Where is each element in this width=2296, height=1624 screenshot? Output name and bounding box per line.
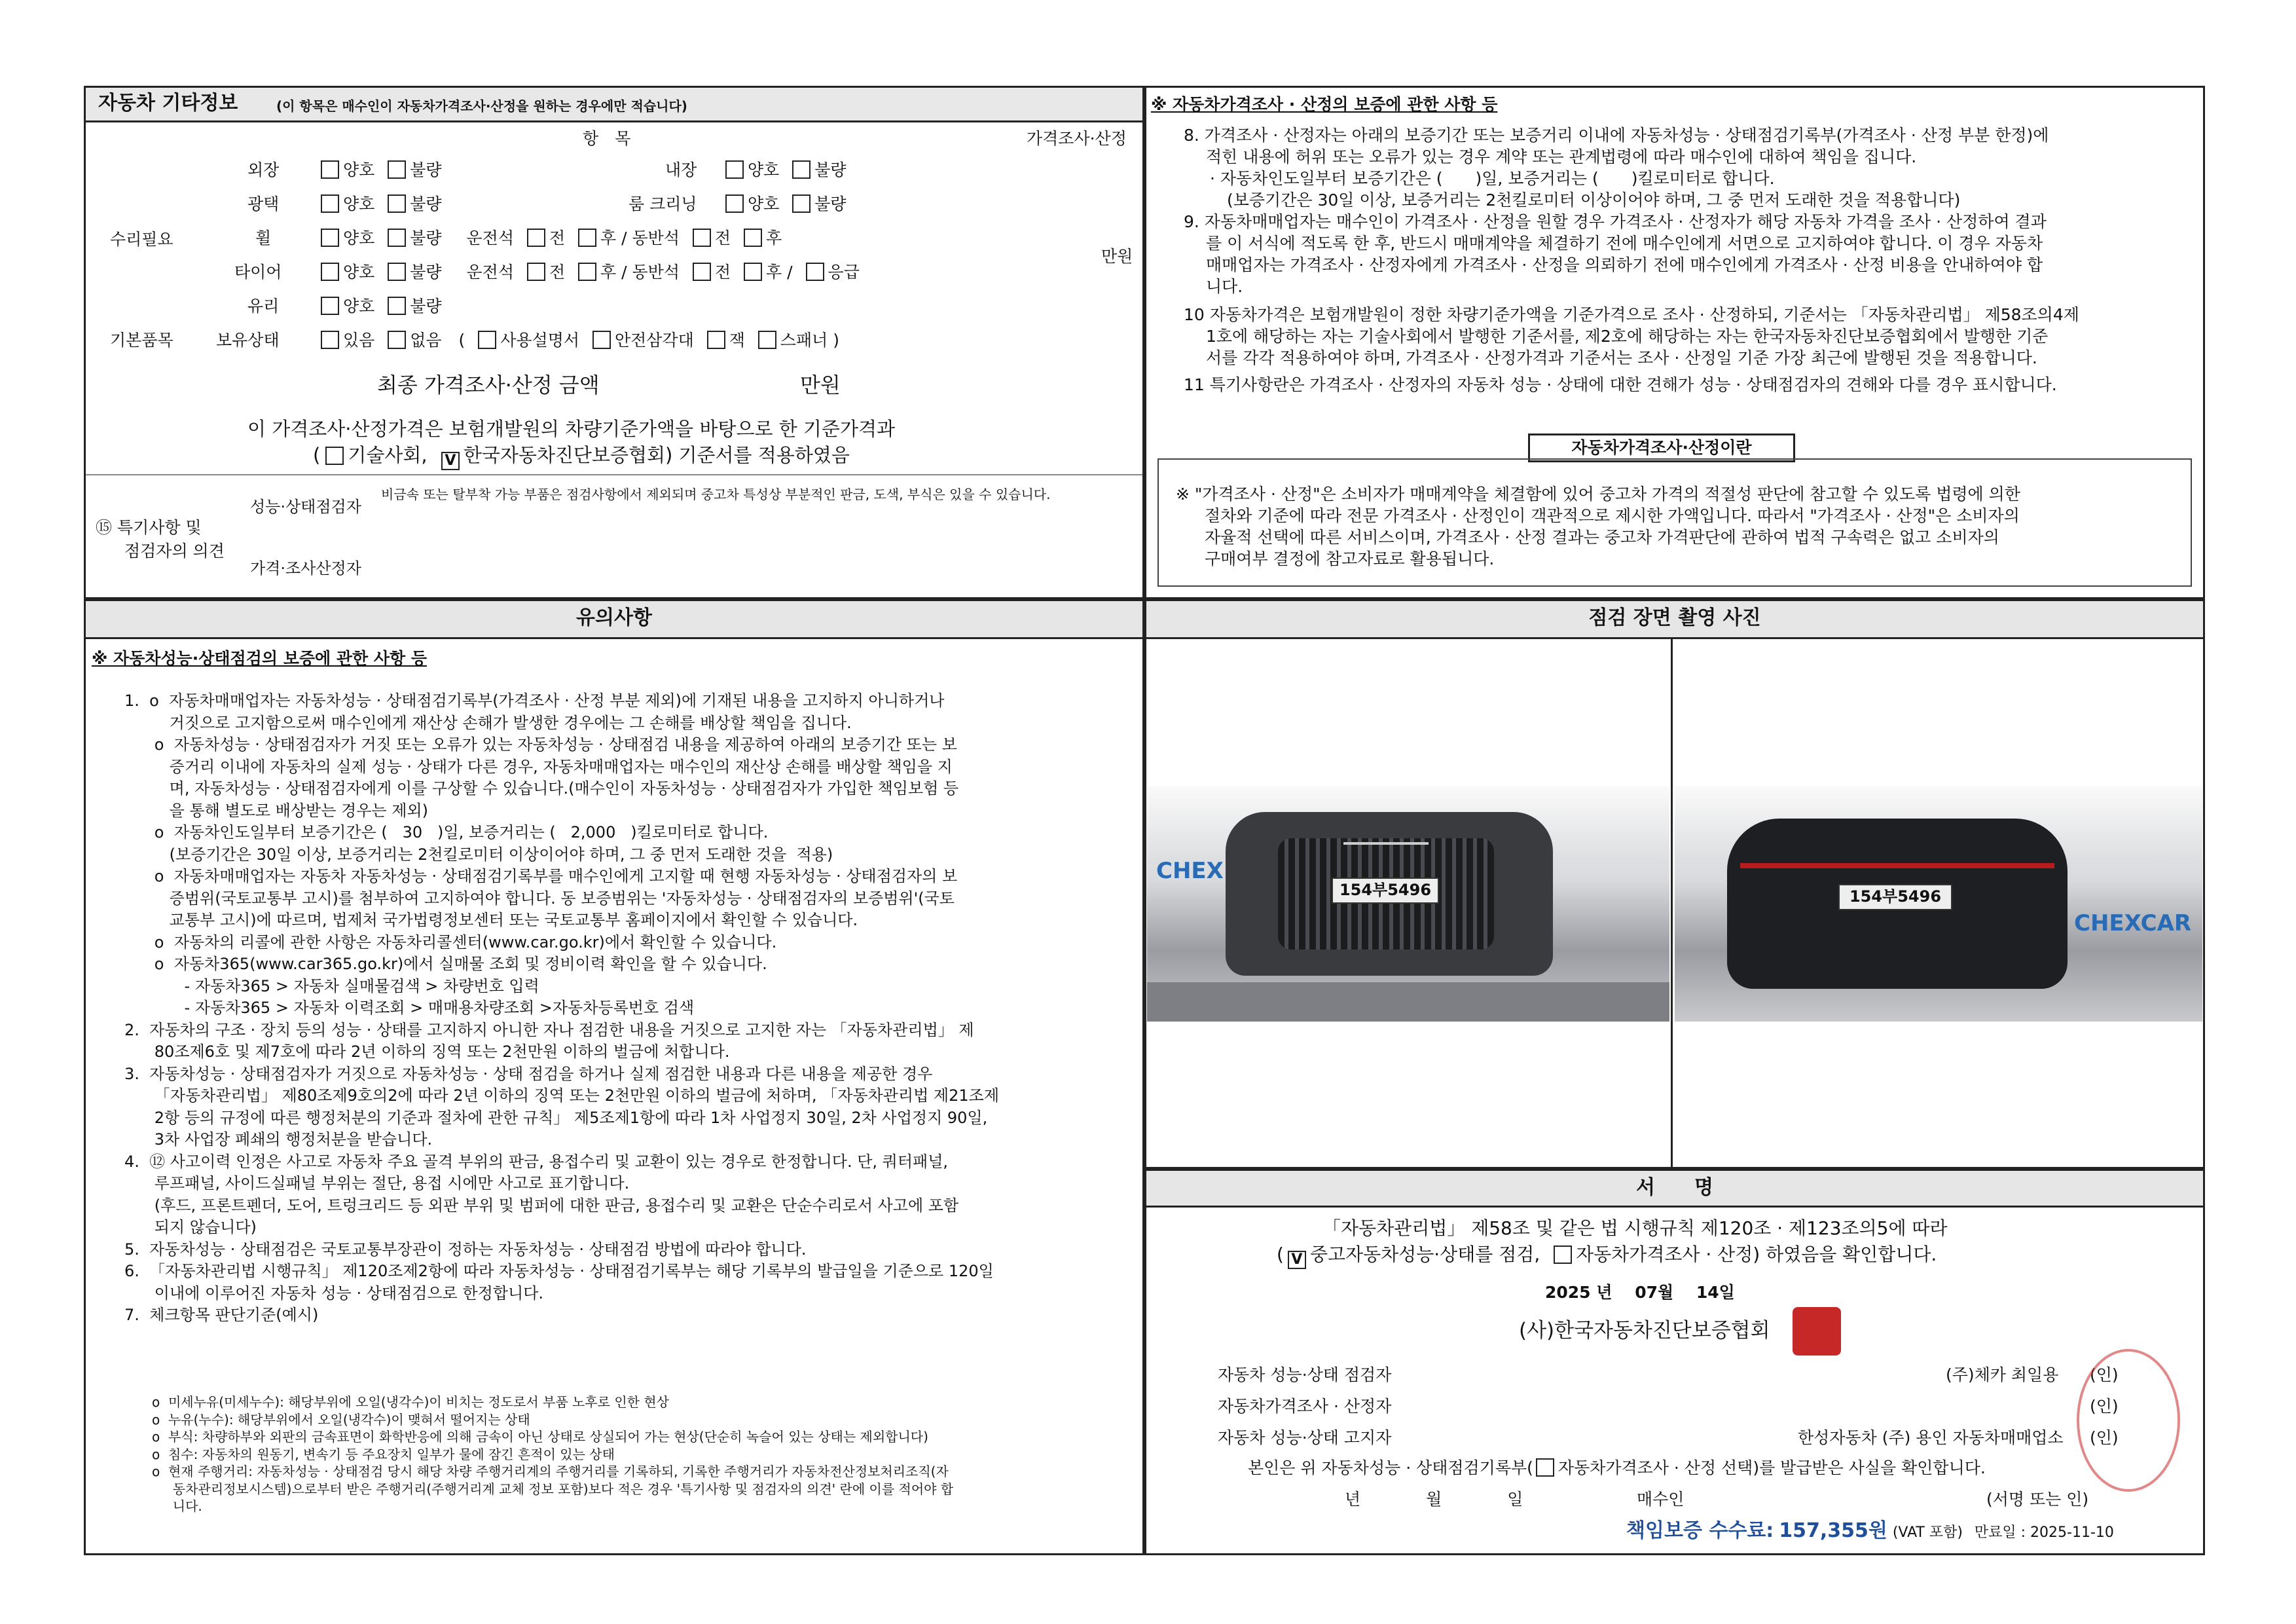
notes-body	[124, 690, 1133, 1327]
final-price-unit: 만원	[800, 373, 841, 397]
final-price-label: 최종 가격조사·산정 금액	[377, 373, 600, 397]
criteria-line: ο 누유(누수): 해당부위에서 오일(냉각수)이 맺혀서 떨어지는 상태	[152, 1411, 530, 1428]
exterior-options: 양호 불량	[313, 160, 442, 181]
item-11: 11 특기사항란은 가격조사 · 산정자의 자동차 성능 · 상태에 대한 견해가 성능 · 상태점검자의 견해와 다를 경우 표시합니다.	[1184, 375, 2057, 394]
criteria-line: ο 침수: 자동차의 원동기, 변속기 등 주요장치 일부가 물에 잠긴 흔적이 있는 상태	[152, 1446, 615, 1462]
tire-emergency-checkbox[interactable]	[806, 263, 824, 281]
item-10-line-3: 서를 각각 적용하여야 하며, 가격조사 · 산정가격과 기준서는 조사 · 산정일 기준 가장 최근에 발행된 것을 적용합니다.	[1206, 348, 2037, 367]
tire-driver-front-checkbox[interactable]	[527, 263, 545, 281]
basis-line-1: 이 가격조사·산정가격은 보험개발원의 차량기준가액을 바탕으로 한 기준가격과	[247, 418, 895, 440]
note-line: 「자동차관리법」 제80조제9호의2에 따라 2년 이하의 징역 또는 2천만원 이하의 벌금에 처하며, 「자동차관리법 제21조제	[124, 1086, 1000, 1105]
notes-header: 유의사항	[86, 601, 1142, 639]
photos-divider	[1671, 639, 1673, 1167]
receipt-price-checkbox[interactable]	[1536, 1458, 1554, 1477]
note-line: ο 자동차의 리콜에 관한 사항은 자동차리콜센터(www.car.go.kr)에서 확인할 수 있습니다.	[124, 932, 777, 951]
note-line: ο 자동차인도일부터 보증기간은 ( 30 )일, 보증거리는 ( 2,000 )킬로미터로 합니다.	[124, 823, 769, 841]
note-line: ο 자동차매매업자는 자동차 자동차성능 · 상태점검기록부를 매수인에게 고지할 때 현행 자동차성능 · 상태점검자의 보	[124, 867, 958, 885]
wheel-driver-front-checkbox[interactable]	[527, 229, 545, 247]
price-guarantee-title: ※ 자동차가격조사 · 산정의 보증에 관한 사항 등	[1151, 95, 1498, 114]
signature-header: 서 명	[1146, 1171, 2203, 1208]
inspection-checkbox[interactable]: V	[1288, 1251, 1306, 1269]
appraiser-label: 가격·조사산정자	[250, 559, 361, 578]
column-price-header: 가격조사·산정	[1027, 129, 1127, 148]
room-cleaning-bad-checkbox[interactable]	[792, 194, 811, 213]
note-line: - 자동차365 > 자동차 실매물검색 > 차량번호 입력	[124, 976, 539, 995]
notifier-seal: (인)	[2090, 1428, 2119, 1447]
interior-options: 양호 불량	[718, 160, 847, 181]
note-line: - 자동차365 > 자동차 이력조회 > 매매용차량조회 >자동차등록번호 검색	[124, 999, 695, 1017]
association-name: (사)한국자동차진단보증협회	[1519, 1319, 1770, 1342]
interior-label: 내장	[665, 160, 697, 179]
appraiser-sign-label: 자동차가격조사 · 산정자	[1218, 1397, 1392, 1416]
buyer-signature-field[interactable]: (서명 또는 인)	[1986, 1490, 2089, 1509]
note-line: 2. 자동차의 구조 · 장치 등의 성능 · 상태를 고지하지 아니한 자나 점검한 내용을 거짓으로 고지한 자는 「자동차관리법」 제	[124, 1020, 974, 1039]
lift	[1147, 982, 1669, 1022]
gloss-bad-checkbox[interactable]	[388, 194, 406, 213]
notes-criteria	[152, 1393, 1134, 1515]
criteria-line: ο 부식: 차량하부와 외판의 금속표면이 화학반응에 의해 금속이 아닌 상태로 상실되어 가는 현상(단순히 녹슬어 있는 상태는 제외합니다)	[152, 1429, 928, 1445]
buyer-date-line: 년 월 일	[1345, 1490, 1523, 1509]
inspector-sign-name: (주)체카 최일용	[1946, 1365, 2059, 1384]
interior-good-checkbox[interactable]	[725, 160, 744, 179]
front-vehicle-photo	[1147, 786, 1669, 1022]
notes-title: ※ 자동차성능·상태점검의 보증에 관한 사항 등	[92, 649, 428, 668]
note-line: 루프패널, 사이드실패널 부위는 절단, 용접 시에만 사고로 표기합니다.	[124, 1174, 630, 1192]
criteria-line: 니다.	[152, 1498, 202, 1514]
note-line: 이내에 이루어진 자동차 성능 · 상태점검으로 한정합니다.	[124, 1283, 544, 1302]
special-notes-label-2: 점검자의 의견	[124, 542, 225, 561]
note-line: 5. 자동차성능 · 상태점검은 국토교통부장관이 정하는 자동차성능 · 상태점검 방법에 따라야 합니다.	[124, 1240, 807, 1259]
item-9-line-4: 니다.	[1206, 277, 1243, 296]
inspection-date: 2025 년 07월 14일	[1545, 1283, 1735, 1302]
definition-text: ※ "가격조사 · 산정"은 소비자가 매매계약을 체결함에 있어 중고차 가격의 적절성 판단에 참고할 수 있도록 법령에 의한 절차와 기준에 따라 전문 가격조사 · 산정인이 객관적으로 제시한 가액입니다. 따라서 "가격조사 · 산정"은 소비자의 자율적 선택에 따른 서비스이며, 가격조사 · 산정 결과는 중고차 가격판단에 관하여 법적 구속력은 없고 소비자의 구매여부 결정에 참고자료로 활용됩니다.	[1176, 485, 2020, 568]
tail-light	[1740, 863, 2054, 868]
wheel-passenger-rear-checkbox[interactable]	[744, 229, 762, 247]
item-9-line-3: 매매업자는 가격조사 · 산정자에게 가격조사 · 산정을 의뢰하기 전에 매수인에게 가격조사 · 산정 비용을 안내하여야 합	[1206, 255, 2043, 274]
note-line: (보증기간은 30일 이상, 보증거리는 2천킬로미터 이상이어야 하며, 그 중 먼저 도래한 것을 적용)	[124, 845, 833, 864]
note-line: 교통부 고시)에 따르며, 법제처 국가법령정보센터 또는 국토교통부 홈페이지에서 확인할 수 있습니다.	[124, 911, 858, 929]
chexcar-logo: CHEXCAR	[2074, 910, 2192, 936]
rear-vehicle-photo	[1675, 786, 2202, 1022]
special-note-text: 비금속 또는 탈부착 가능 부품은 점검사항에서 제외되며 중고차 특성상 부분적인 판금, 도색, 부식은 있을 수 있습니다.	[381, 487, 1051, 502]
note-line: 을 통해 별도로 배상받는 경우는 제외)	[124, 801, 428, 820]
column-item-header: 항 목	[583, 129, 631, 148]
note-line: 4. ⑫ 사고이력 인정은 사고로 자동차 주요 골격 부위의 판금, 용접수리 및 교환이 있는 경우로 한정합니다. 단, 쿼터패널,	[124, 1152, 949, 1171]
section-title: 자동차 기타정보	[98, 92, 238, 115]
inspector-seal: (인)	[2090, 1365, 2119, 1384]
exterior-label: 외장	[247, 160, 280, 179]
tire-passenger-front-checkbox[interactable]	[693, 263, 711, 281]
note-line: 2항 등의 규정에 따른 행정처분의 기준과 절차에 관한 규칙」 제5조제1항에 따라 1차 사업정지 30일, 2차 사업정지 90일,	[124, 1108, 988, 1127]
item-8-line-1: 8. 가격조사 · 산정자는 아래의 보증기간 또는 보증거리 이내에 자동차성능 · 상태점검기록부(가격조사 · 산정 부분 한정)에	[1184, 126, 2049, 145]
item-10-line-2: 1호에 해당하는 자는 기술사회에서 발행한 기준서를, 제2호에 해당하는 자는 한국자동차진단보증협회에서 발행한 기준	[1206, 327, 2049, 346]
note-line: ο 자동차성능 · 상태점검자가 거짓 또는 오류가 있는 자동차성능 · 상태점검 내용을 제공하여 아래의 보증기간 또는 보	[124, 735, 957, 754]
tech-society-checkbox[interactable]	[325, 447, 344, 465]
note-line: (후드, 프론트펜더, 도어, 트렁크리드 등 외판 부위 및 범퍼에 대한 판금, 용접수리 및 교환은 단순수리로서 사고에 포함	[124, 1196, 959, 1215]
glass-bad-checkbox[interactable]	[388, 297, 406, 315]
wheel-label: 휠	[255, 229, 272, 248]
photos-header: 점검 장면 촬영 사진	[1146, 601, 2203, 639]
glass-good-checkbox[interactable]	[321, 297, 339, 315]
holding-status-options: 있음 없음 ( 사용설명서 안전삼각대 잭 스패너 )	[313, 330, 839, 351]
exterior-good-checkbox[interactable]	[321, 160, 339, 179]
none-checkbox[interactable]	[388, 331, 406, 349]
price-unit-manwon: 만원	[1101, 247, 1133, 266]
gloss-options: 양호 불량	[313, 194, 442, 215]
appraiser-seal: (인)	[2090, 1397, 2119, 1416]
note-line: 증거리 이내에 자동차의 실제 성능 · 상태가 다른 경우, 자동차매매업자는 매수인의 재산상 손해를 배상할 책임을 지	[124, 757, 953, 776]
note-line: 증범위(국토교통부 고시)를 첨부하여 고지하여야 합니다. 동 보증범위는 '자동차성능 · 상태점검자의 보증범위'(국토	[124, 889, 955, 908]
inspector-sign-label: 자동차 성능·상태 점검자	[1218, 1365, 1392, 1384]
repair-needed-label: 수리필요	[110, 230, 173, 249]
spanner-checkbox[interactable]	[758, 331, 776, 349]
notifier-sign-name: 한성자동차 (주) 용인 자동차매매업소	[1798, 1428, 2064, 1447]
holding-status-label: 보유상태	[216, 331, 280, 350]
glass-options: 양호 불량	[313, 296, 442, 317]
receipt-confirmation: 본인은 위 자동차성능 · 상태점검기록부( 자동차가격조사 · 산정 선택)를 발급받은 사실을 확인합니다.	[1248, 1458, 1986, 1477]
exterior-bad-checkbox[interactable]	[388, 160, 406, 179]
audi-rings-icon	[1343, 842, 1429, 864]
glass-label: 유리	[247, 297, 280, 316]
tire-bad-checkbox[interactable]	[388, 263, 406, 281]
front-plate: 154부5496	[1332, 877, 1439, 904]
tire-driver-rear-checkbox[interactable]	[578, 263, 596, 281]
chex-logo: CHEX	[1156, 858, 1224, 884]
triangle-checkbox[interactable]	[592, 331, 611, 349]
basic-items-label: 기본품목	[110, 331, 173, 350]
item-9-line-2: 를 이 서식에 적도록 한 후, 반드시 매매계약을 체결하기 전에 매수인에게 서면으로 고지하여야 합니다. 이 경우 자동차	[1206, 234, 2043, 253]
guarantee-fee	[1626, 1521, 2114, 1543]
note-line: 80조제6호 및 제7호에 따라 2년 이하의 징역 또는 2천만원 이하의 벌금에 처합니다.	[124, 1043, 730, 1061]
tire-passenger-rear-checkbox[interactable]	[744, 263, 762, 281]
kaiia-checkbox[interactable]: V	[441, 452, 460, 470]
special-notes-label-1: ⑮ 특기사항 및	[96, 518, 202, 537]
note-line: 거짓으로 고지함으로써 매수인에게 재산상 손해가 발생한 경우에는 그 손해를 배상할 책임을 집니다.	[124, 713, 852, 732]
note-line: ο 자동차365(www.car365.go.kr)에서 실매물 조회 및 정비이력 확인을 할 수 있습니다.	[124, 955, 767, 973]
item-9-line-1: 9. 자동차매매업자는 매수인이 가격조사 · 산정을 원할 경우 가격조사 · 산정자가 해당 자동차 가격을 조사 · 산정하여 결과	[1184, 212, 2047, 231]
item-10-line-1: 10 자동차가격은 보험개발원이 정한 차량기준가액을 기준가격으로 조사 · 산정하되, 기준서는 「자동차관리법」 제58조의4제	[1184, 305, 2079, 324]
price-guarantee-items	[1184, 124, 2192, 396]
have-checkbox[interactable]	[321, 331, 339, 349]
wheel-good-checkbox[interactable]	[321, 229, 339, 247]
tire-good-checkbox[interactable]	[321, 263, 339, 281]
room-cleaning-good-checkbox[interactable]	[725, 194, 744, 213]
confirmation-line: ( V 중고자동차성능·상태를 점검, 자동차가격조사 · 산정) 하였음을 확인합니다.	[1277, 1244, 1937, 1268]
item-8-line-2: 적힌 내용에 허위 또는 오류가 있는 경우 계약 또는 관계법령에 따라 매수인에 대하여 책임을 집니다.	[1206, 147, 1917, 166]
room-cleaning-options: 양호 불량	[718, 194, 847, 215]
legal-basis-line: 「자동차관리법」 제58조 및 같은 법 시행규칙 제120조 · 제123조의5에 따라	[1322, 1217, 1948, 1239]
buyer-label: 매수인	[1637, 1490, 1685, 1509]
gloss-good-checkbox[interactable]	[321, 194, 339, 213]
note-line: 3차 사업장 폐쇄의 행정처분을 받습니다.	[124, 1130, 433, 1149]
criteria-line: 동차관리정보시스템)으로부터 받은 주행거리(주행거리계 교체 정보 포함)보다 적은 경우 '특기사항 및 점검자의 의견' 란에 이를 적어야 합	[152, 1481, 954, 1497]
vat-note: (VAT 포함)	[1892, 1524, 1963, 1541]
association-seal-icon	[1793, 1307, 1841, 1356]
dealer-seal-icon	[2077, 1349, 2180, 1492]
inspector-label: 성능·상태점검자	[250, 498, 361, 516]
note-line: 6. 「자동차관리법 시행규칙」 제120조제2항에 따라 자동차성능 · 상태점검기록부는 해당 기록부의 발급일을 기준으로 120일	[124, 1262, 994, 1280]
gloss-label: 광택	[247, 194, 280, 213]
expiry-date: 만료일 : 2025-11-10	[1974, 1524, 2114, 1541]
item-8-line-3: · 자동차인도일부터 보증기간은 ( )일, 보증거리는 ( )킬로미터로 합니다.	[1210, 169, 1775, 188]
criteria-line: ο 현재 주행거리: 자동차성능 · 상태점검 당시 해당 차량 주행거리계의 주행거리를 기록하되, 기록한 주행거리가 자동차전산정보처리조직(자	[152, 1464, 949, 1479]
tire-options: 양호 불량 운전석 전 후 / 동반석 전 후 / 응급	[313, 262, 860, 283]
price-appraisal-checkbox[interactable]	[1554, 1246, 1572, 1264]
room-cleaning-label: 룸 크리닝	[629, 194, 697, 213]
wheel-passenger-front-checkbox[interactable]	[693, 229, 711, 247]
interior-bad-checkbox[interactable]	[792, 160, 811, 179]
notifier-sign-label: 자동차 성능·상태 고지자	[1218, 1428, 1392, 1447]
special-notes-divider	[86, 474, 1142, 475]
note-line: 며, 자동차성능 · 상태점검자에게 이를 구상할 수 있습니다.(매수인이 자동차성능 · 상태점검자가 가입한 책임보험 등	[124, 779, 959, 798]
note-line: 3. 자동차성능 · 상태점검자가 거짓으로 자동차성능 · 상태 점검을 하거나 실제 점검한 내용과 다른 내용을 제공한 경우	[124, 1064, 933, 1083]
guarantee-fee-value: 157,355원	[1779, 1519, 1887, 1542]
note-line: 되지 않습니다)	[124, 1218, 257, 1236]
guarantee-fee-label: 책임보증 수수료:	[1626, 1519, 1774, 1542]
rear-plate: 154부5496	[1838, 884, 1952, 910]
criteria-line: ο 미세누유(미세누수): 해당부위에 오일(냉각수)이 비치는 정도로서 부품 노후로 인한 현상	[152, 1394, 669, 1410]
wheel-driver-rear-checkbox[interactable]	[578, 229, 596, 247]
section-subtitle: (이 항목은 매수인이 자동차가격조사·산정을 원하는 경우에만 적습니다)	[276, 98, 687, 114]
wheel-options: 양호 불량 운전석 전 후 / 동반석 전 후	[313, 228, 782, 249]
definition-title-box: 자동차가격조사·산정이란	[1528, 434, 1795, 462]
basis-line-2: ( 기술사회, V 한국자동차진단보증협회) 기준서를 적용하였음	[313, 444, 850, 469]
tire-label: 타이어	[234, 263, 282, 282]
note-line: 1. ο 자동차매매업자는 자동차성능 · 상태점검기록부(가격조사 · 산정 부분 제외)에 기재된 내용을 고지하지 아니하거나	[124, 692, 945, 710]
note-line: 7. 체크항목 판단기준(예시)	[124, 1306, 319, 1324]
jack-checkbox[interactable]	[707, 331, 725, 349]
item-8-line-4: (보증기간은 30일 이상, 보증거리는 2천킬로미터 이상이어야 하며, 그 중 먼저 도래한 것을 적용합니다)	[1227, 191, 1961, 210]
manual-checkbox[interactable]	[478, 331, 496, 349]
wheel-bad-checkbox[interactable]	[388, 229, 406, 247]
